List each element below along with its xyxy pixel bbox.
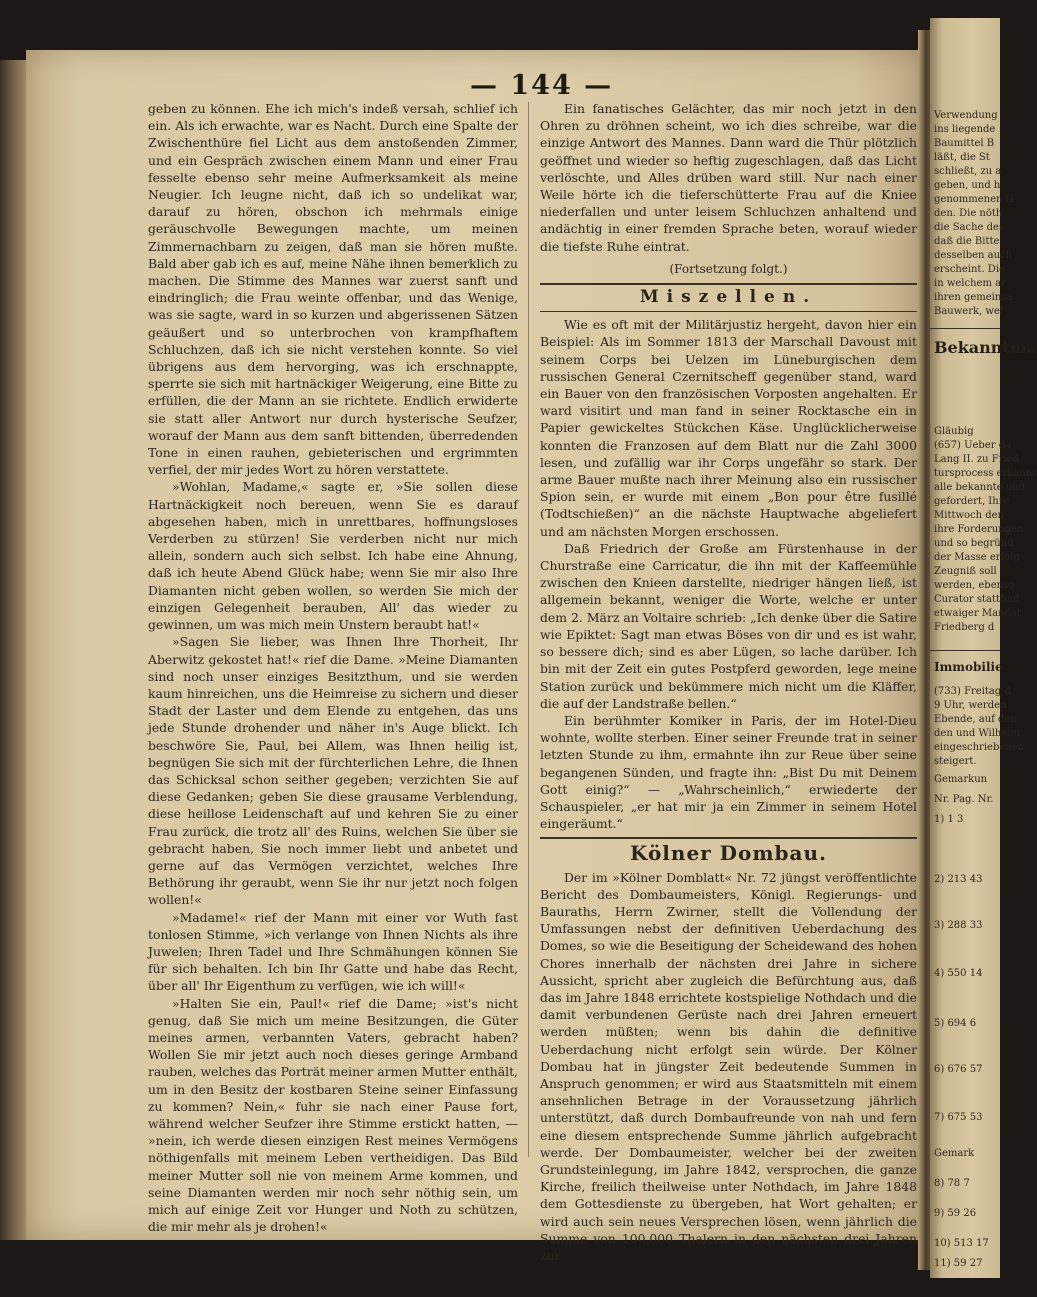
fragment-line: Mittwoch den bbox=[934, 510, 1005, 521]
fragment-line: eingeschriebenen bbox=[934, 742, 1025, 753]
fragment-line: und so begründ bbox=[934, 538, 1014, 549]
dombau-heading: Kölner Dombau. bbox=[630, 841, 827, 866]
fragment-line: 5) 694 6 bbox=[934, 1018, 977, 1029]
fragment-line: Gemark bbox=[934, 1148, 975, 1159]
fragment-line: steigert. bbox=[934, 756, 977, 767]
column-divider bbox=[528, 102, 529, 1157]
fragment-line: 9 Uhr, werden bbox=[934, 700, 1007, 711]
fragment-line: 6) 676 57 bbox=[934, 1064, 983, 1075]
fragment-line: (733) Freitag d bbox=[934, 686, 1011, 697]
fragment-line: genommenen G bbox=[934, 194, 1014, 205]
story-paragraph: »Sagen Sie lieber, was Ihnen Ihre Thorheit, Ihr Aberwitz gekostet hat!« rief die Dame. »Meine Diamanten sind noch unser einziges Besitzthum, und sie werden kaum hinreichen, uns die Heimreise zu sichern und dieser Stadt der Laster und dem Elende zu entgehen, das uns jede Stunde drohender und näher in's Auge blickt. Ich beschwöre Sie, Paul, bei Allem, was Ihnen heilig ist, begnügen Sie sich mit der fürchterlichen Lehre, die Ihnen das Schicksal schon seither gegeben; verzichten Sie auf diese Gedanken; geben Sie diese grausame Verblendung, diese heillose Leidenschaft auf und kehren Sie zu einer Frau zurück, die trotz all' des Ruins, welchen Sie über sie gebracht haben, Sie noch immer liebt und anbetet und gerne auf das Vermögen verzichtet, welches Ihre Bethörung ihr geraubt, wenn Sie ihr nur jetzt noch folgen wollen!« bbox=[148, 634, 518, 908]
story-ending-paragraph: Ein fanatisches Gelächter, das mir noch jetzt in den Ohren zu dröhnen scheint, wo ich dies schreibe, war die einzige Antwort des Mannes. Dann ward die Thür plötzlich geöffnet und wieder so heftig zugeschlagen, daß das Licht verlöschte, und Alles drüben ward still. Nur nach einer Weile hörte ich die tieferschütterte Frau auf die Kniee niederfallen und unter leisem Schluchzen anhaltend und andächtig in einer fremden Sprache beten, worauf wieder die tiefste Ruhe eintrat. bbox=[540, 101, 917, 254]
fragment-line: gefordert, Ihre bbox=[934, 496, 1010, 507]
fragment-heading: Bekanntma bbox=[934, 338, 1037, 357]
fragment-line: läßt, die St bbox=[934, 152, 990, 163]
fragment-line: Curator stattfind bbox=[934, 594, 1020, 605]
right-column bbox=[540, 100, 917, 1264]
fragment-line: den und Wilhelm bbox=[934, 728, 1020, 739]
book-spine-edge bbox=[0, 60, 28, 1240]
fragment-line: alle bekannte und bbox=[934, 482, 1026, 493]
dombau-paragraph: Der im »Kölner Domblatt« Nr. 72 jüngst veröffentlichte Bericht des Dombaumeisters, Königl. Regierungs- und Bauraths, Herrn Zwirner, stellt die Vollendung der Umfassungen nebst der definitiven Ueberdachung des Domes, so wie die Beseitigung der Scheidewand des hohen Chores innerhalb der nächsten drei Jahre in sichere Aussicht, spricht aber zugleich die Befürchtung aus, daß das im Jahre 1848 errichtete kostspielige Nothdach und die damit verbundenen Gerüste nach drei Jahren erneuert werden müßten; wenn bis dahin die definitive Ueberdachung nicht erfolgt sein würde. Der Kölner Dombau hat in jüngster Zeit bedeutende Summen in Anspruch genommen; er wird aus Staatsmitteln mit einem ansehnlichen Betrage in der Voraussetzung jährlich unterstützt, daß durch Dombaufreunde von nah und fern eine diesem entsprechende Summe jährlich aufgebracht werde. Der Dombaumeister, welcher bei der zweiten Grundsteinlegung, im Jahre 1842, versprochen, die ganze Kirche, freilich theilweise unter Nothdach, im Jahre 1848 dem Gottesdienste zu übergeben, hat Wort gehalten; er wird auch sein neues Versprechen lösen, wenn jährlich die Summe von 100,000 Thalern in den nächsten drei Jahren zur bbox=[540, 869, 917, 1263]
fragment-line: 1) 1 3 bbox=[934, 814, 964, 825]
fragment-line: 2) 213 43 bbox=[934, 874, 983, 885]
fragment-line: Nr. Pag. Nr. bbox=[934, 794, 994, 805]
fragment-line: ihren gemeinsa bbox=[934, 292, 1013, 303]
fragment-line: ins liegende bbox=[934, 124, 996, 135]
page-number: — 144 — bbox=[470, 70, 614, 101]
fragment-line: desselben auch bbox=[934, 250, 1013, 261]
fragment-line: erscheint. Die bbox=[934, 264, 1005, 275]
story-paragraph: »Halten Sie ein, Paul!« rief die Dame; »ist's nicht genug, daß Sie mich um meine Besitzungen, die Güter meines armen, verbannten Vaters, gebracht haben? Wollen Sie mir jetzt auch noch dieses geringe Armband rauben, welches das Porträt meiner armen Mutter enthält, um in den Besitz der kostbaren Steine seiner Einfassung zu kommen? Nein,« fuhr sie nach einer Pause fort, während welcher Seufzer ihre Stimme erstickt hatten, — »nein, ich werde diesen einzigen Rest meines Vermögens nöthigenfalls mit meinem Leben vertheidigen. Das Bild meiner Mutter soll nie von meinem Arme kommen, und seine Diamanten werden mir noch sehr nöthig sein, um mich auf einige Zeit vor Hunger und Noth zu schützen, die mir mehr als je drohen!« bbox=[148, 995, 518, 1235]
fragment-line: Lang II. zu Fried bbox=[934, 454, 1020, 465]
fragment-line: Friedberg d bbox=[934, 622, 995, 633]
fragment-line: Zeugniß soll bbox=[934, 566, 997, 577]
continuation-note: (Fortsetzung folgt.) bbox=[669, 261, 788, 276]
fragment-line: Gemarkun bbox=[934, 774, 988, 785]
fragment-line: 9) 59 26 bbox=[934, 1208, 977, 1219]
story-paragraph: geben zu können. Ehe ich mich's indeß versah, schlief ich ein. Als ich erwachte, war es Nacht. Durch eine Spalte der Zwischenthüre fiel Licht aus dem anstoßenden Zimmer, und ein Gespräch zwischen einem Mann und einer Frau fesselte ebenso sehr meine Aufmerksamkeit als meine Neugier. Ich leugne nicht, daß ich so undelikat war, darauf zu hören, obschon ich mehrmals einige geräuschvolle Bewegungen machte, um meinen Zimmernachbarn zu zeigen, daß man sie hören mußte. Bald aber gab ich es auf, meine Nähe ihnen bemerklich zu machen. Die Stimme des Mannes war zuerst sanft und eindringlich; die Frau weinte offenbar, und das Wenige, was sie sagte, ward in so kurzen und abgerissenen Sätzen geäußert und so unterbrochen von krampfhaftem Schluchzen, daß ich sie nicht verstehen konnte. So viel übrigens aus dem hervorging, was ich erschnappte, sperrte sie sich mit hartnäckiger Weigerung, eine Bitte zu erfüllen, die der Mann an sie richtete. Endlich erwiderte sie statt aller Antwort nur durch hysterische Seufzer, worauf der Mann aus dem sanft bittenden, überredenden Tone in einen rauhen, gebieterischen und ergrimmten verfiel, der mir jedes Wort zu hören verstattete. bbox=[148, 101, 518, 478]
fragment-line: Gläubig bbox=[934, 426, 974, 437]
fragment-line: die Sache des bbox=[934, 222, 1005, 233]
fragment-rule bbox=[930, 650, 1000, 651]
fragment-line: 4) 550 14 bbox=[934, 968, 983, 979]
fragment-line: 3) 288 33 bbox=[934, 920, 983, 931]
fragment-rule bbox=[930, 328, 1000, 329]
section-rule bbox=[540, 311, 917, 312]
fragment-line: werden, ebenso bbox=[934, 580, 1015, 591]
fragment-line: Bauwerk, wel bbox=[934, 306, 1004, 317]
fragment-line: etwaiger Mandat bbox=[934, 608, 1021, 619]
fragment-line: 10) 513 17 bbox=[934, 1238, 989, 1249]
fragment-line: geben, und h bbox=[934, 180, 1001, 191]
misc-paragraph: Ein berühmter Komiker in Paris, der im Hotel-Dieu wohnte, wollte sterben. Einer seiner Freunde trat in seiner letzten Stunde zu ihm, ermahnte ihn zur Reue über seine begangenen Sünden, und fragte ihn: „Bist Du mit Deinem Gott einig?“ — „Wahrscheinlich,“ erwiederte der Schauspieler, „er hat mir ja ein Zimmer in seinem Hotel eingeräumt.“ bbox=[540, 712, 917, 832]
fragment-line: 7) 675 53 bbox=[934, 1112, 983, 1123]
fragment-heading: Immobilie bbox=[934, 660, 1003, 674]
section-rule bbox=[540, 837, 917, 839]
misc-paragraph: Wie es oft mit der Militärjustiz hergeht, davon hier ein Beispiel: Als im Sommer 1813 der Marschall Davoust mit seinem Corps bei Uelzen im Lüneburgischen dem russischen General Czernitscheff gegenüber stand, ward ein Bauer von den französischen Vorposten angehalten. Er ward visitirt und man fand in seiner Rocktasche ein in Papier gewickeltes Stückchen Käse. Unglücklicherweise konnten die Franzosen auf dem Blatt nur die Zahl 3000 lesen, und zufällig war ihr Corps ungefähr so stark. Der arme Bauer mußte nach ihrer Meinung also ein russischer Spion sein, er wurde mit einem „Bon pour être fusillé (Todtschießen)“ an die nächste Hauptwache abgeliefert und am nächsten Morgen erschossen. bbox=[540, 317, 917, 539]
fragment-line: 8) 78 7 bbox=[934, 1178, 970, 1189]
fragment-line: (657) Ueber da bbox=[934, 440, 1012, 451]
fragment-line: ihre Forderungen bbox=[934, 524, 1024, 535]
fragment-line: schließt, zu a bbox=[934, 166, 1002, 177]
miszellen-heading: Miszellen. bbox=[639, 287, 818, 308]
fragment-line: Ebende, auf den bbox=[934, 714, 1017, 725]
fragment-line: der Masse erfolg bbox=[934, 552, 1020, 563]
fragment-line: tursprocess erkannt bbox=[934, 468, 1037, 479]
adjacent-page-fragment bbox=[930, 18, 1037, 1278]
fragment-line: in welchem ar bbox=[934, 278, 1006, 289]
fragment-line: 11) 59 27 bbox=[934, 1258, 983, 1269]
misc-paragraph: Daß Friedrich der Große am Fürstenhause in der Churstraße eine Carricatur, die ihn mit der Kaffeemühle zwischen den Knieen darstellte, niedriger hängen ließ, ist allgemein bekannt, weniger die Worte, welche er unter dem 2. März an Voltaire schrieb: „Ich denke über die Satire wie Epiktet: Sagt man etwas Böses von dir und es ist wahr, so bessere dich; sind es aber Lügen, so lache darüber. Ich bin mit der Zeit ein gutes Postpferd geworden, lege meine Station zurück und bekümmere mich nicht um die Kläffer, die auf der Landstraße bellen.“ bbox=[540, 540, 917, 711]
story-paragraph: »Wohlan, Madame,« sagte er, »Sie sollen diese Hartnäckigkeit noch bereuen, wenn Sie es darauf abgesehen haben, mich in unrettbares, hoffnungsloses Verderben zu stürzen! Sie verderben nicht nur mich allein, sondern auch sich selbst. Ich habe eine Ahnung, daß ich heute Abend Glück habe; wenn Sie mir also Ihre Diamanten nicht geben wollen, so werden Sie mich der einzigen Gelegenheit berauben, All' das wieder zu gewinnen, um was mich mein Unstern beraubt hat!« bbox=[148, 479, 518, 633]
fragment-line: daß die Bitte bbox=[934, 236, 1000, 247]
story-paragraph: »Madame!« rief der Mann mit einer vor Wuth fast tonlosen Stimme, »ich verlange von Ihnen Nichts als ihre Juwelen; Ihren Tadel und Ihre Schmähungen können Sie für sich behalten. Ich bin Ihr Gatte und habe das Recht, über all' Ihr Eigenthum zu verfügen, wie ich will!« bbox=[148, 909, 518, 994]
section-rule bbox=[540, 283, 917, 285]
left-column bbox=[148, 100, 518, 1235]
fragment-line: den. Die nöth bbox=[934, 208, 1003, 219]
fragment-line: Baumittel B bbox=[934, 138, 995, 149]
fragment-line: Verwendung bbox=[934, 110, 998, 121]
